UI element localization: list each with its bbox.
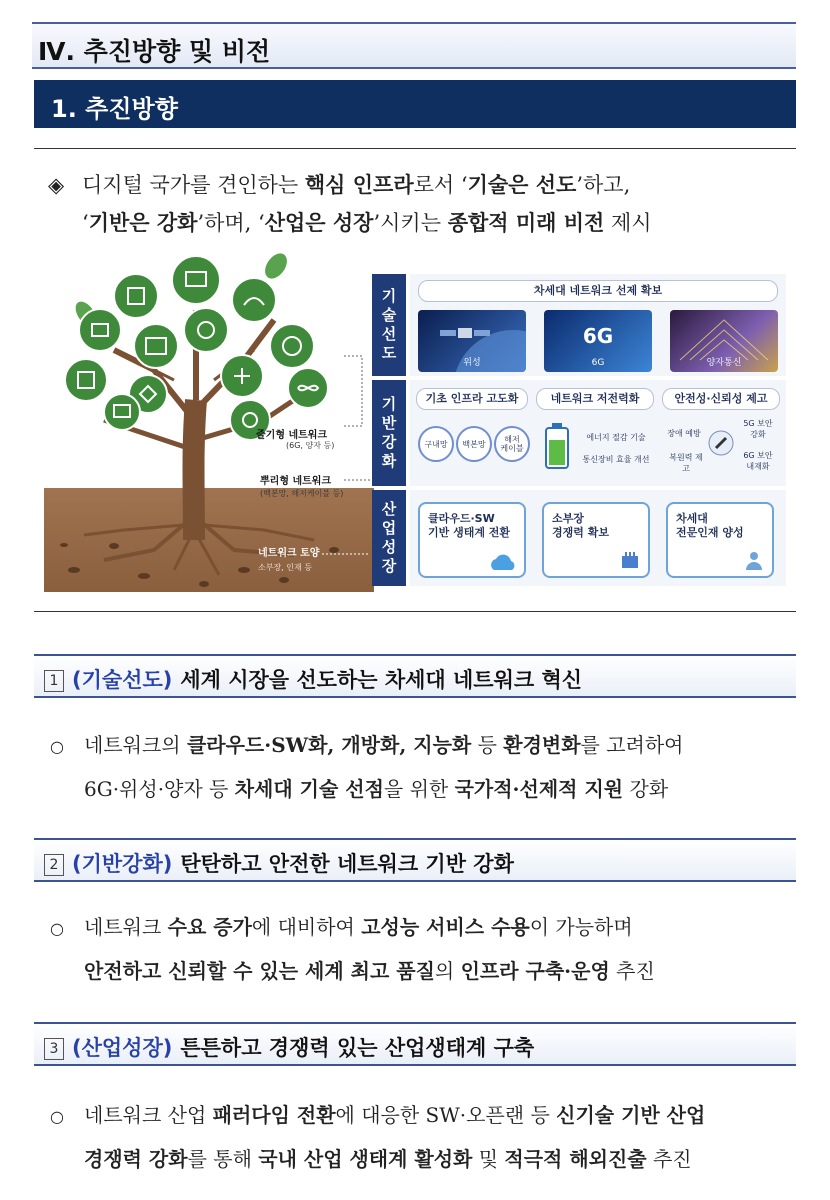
goal-title-2: 탄탄하고 안전한 네트워크 기반 강화 bbox=[180, 852, 514, 876]
goal-number-1: 1 bbox=[44, 670, 64, 692]
tree-icon bbox=[44, 250, 374, 592]
text-run: 추진 bbox=[609, 959, 655, 983]
tile-6g-label: 6G bbox=[591, 358, 605, 368]
goal-2-description bbox=[50, 906, 796, 992]
goal-heading-2 bbox=[34, 838, 796, 882]
divider bbox=[34, 611, 796, 612]
text-run: 에 대비하여 bbox=[251, 915, 362, 939]
industry-card-parts-text: 소부장 경쟁력 확보 bbox=[552, 512, 609, 539]
tile-quantum-label: 양자통신 bbox=[706, 358, 742, 368]
goal-title-1: 세계 시장을 선도하는 차세대 네트워크 혁신 bbox=[180, 668, 583, 692]
goal-tag-3: (산업성장) bbox=[72, 1036, 173, 1060]
base-col1-title: 기초 인프라 고도화 bbox=[416, 388, 528, 410]
industry-card-parts bbox=[542, 502, 650, 578]
row-industry-growth bbox=[372, 490, 786, 586]
text-run: 강화 bbox=[623, 777, 669, 801]
tile-6g bbox=[544, 310, 652, 372]
goal-2-line-2 bbox=[50, 950, 796, 992]
stem-network-label: 줄기형 네트워크 bbox=[256, 430, 328, 441]
circle-bullet-icon: ○ bbox=[50, 1107, 64, 1126]
chapter-title: Ⅳ. 추진방향 및 비전 bbox=[32, 22, 796, 69]
soil-network-label: 네트워크 토양 bbox=[258, 548, 320, 559]
text-run: 6G·위성·양자 등 bbox=[84, 777, 235, 801]
bold-text-run: 안전하고 신뢰할 수 있는 세계 최고 품질 bbox=[84, 959, 435, 983]
bold-text-run: 환경변화 bbox=[503, 733, 581, 757]
row-tech-leadership bbox=[372, 274, 786, 376]
bold-text-run: 핵심 인프라 bbox=[304, 172, 414, 197]
circle-bullet-icon: ○ bbox=[50, 737, 64, 756]
text-run: ‘ bbox=[82, 211, 89, 235]
base-col3-item1: 장애 예방 bbox=[667, 429, 701, 438]
bold-text-run: 적극적 해외진출 bbox=[504, 1147, 647, 1171]
base-col3-item4: 6G 보안 내재화 bbox=[743, 451, 773, 471]
row-label-industry bbox=[372, 490, 406, 586]
vision-line-1 bbox=[48, 166, 788, 204]
goal-tag-1: (기술선도) bbox=[72, 668, 173, 692]
vision-infographic bbox=[44, 250, 786, 592]
goal-number-3: 3 bbox=[44, 1038, 64, 1060]
chip-icon bbox=[618, 550, 642, 572]
row-label-char: 반 bbox=[381, 414, 397, 432]
text-run: 디지털 국가를 견인하는 bbox=[82, 173, 305, 197]
row-label-char: 기 bbox=[381, 287, 397, 305]
tile-quantum bbox=[670, 310, 778, 372]
row-label-char: 강 bbox=[381, 433, 397, 451]
goal-1-description bbox=[50, 724, 796, 810]
bold-text-run: 인프라 구축·운영 bbox=[460, 959, 610, 983]
base-col2-item2: 통신장비 효율 개선 bbox=[582, 455, 650, 464]
text-run: 제시 bbox=[604, 211, 652, 235]
tile-satellite-label: 위성 bbox=[463, 358, 481, 368]
row-body-industry bbox=[410, 490, 786, 586]
text-run: ’시키는 bbox=[373, 211, 448, 235]
base-col1-item2: 백본망 bbox=[456, 426, 492, 462]
cloud-icon bbox=[488, 552, 518, 572]
bold-text-run: 고성능 서비스 수용 bbox=[361, 915, 530, 939]
bold-text-run: 종합적 미래 비전 bbox=[447, 210, 605, 235]
text-run: 네트워크 산업 bbox=[84, 1103, 213, 1127]
vision-line-2 bbox=[48, 204, 788, 242]
text-run: 이 가능하며 bbox=[529, 915, 633, 939]
goal-3-description bbox=[50, 1094, 796, 1180]
industry-card-cloud bbox=[418, 502, 526, 578]
goal-1-line-2 bbox=[50, 768, 796, 810]
row-label-char: 산 bbox=[381, 500, 397, 518]
row-label-char: 기 bbox=[381, 395, 397, 413]
industry-card-cloud-text: 클라우드·SW 기반 생태계 전환 bbox=[428, 512, 511, 539]
text-run: 의 bbox=[434, 959, 461, 983]
bold-text-run: 신기술 기반 산업 bbox=[556, 1103, 706, 1127]
vision-statement bbox=[48, 166, 788, 242]
base-col2-title: 네트워크 저전력화 bbox=[536, 388, 654, 410]
base-col3-title: 안전성·신뢰성 제고 bbox=[662, 388, 780, 410]
bold-text-run: 산업은 성장 bbox=[264, 210, 374, 235]
soil-network-sub: 소부장, 인재 등 bbox=[258, 563, 312, 572]
base-col2-item1: 에너지 절감 기술 bbox=[586, 433, 646, 442]
row-label-char: 도 bbox=[381, 344, 397, 362]
section-title: 1. 추진방향 bbox=[34, 80, 796, 128]
row-body-tech bbox=[410, 274, 786, 376]
circle-bullet-icon: ○ bbox=[50, 919, 64, 938]
base-col3-item2: 복원력 제고 bbox=[669, 453, 703, 473]
goal-2-line-1 bbox=[50, 906, 796, 950]
bold-text-run: 수요 증가 bbox=[167, 915, 252, 939]
row-label-char: 업 bbox=[381, 519, 397, 537]
text-run: 로서 ‘ bbox=[413, 173, 468, 197]
text-run: 를 통해 bbox=[187, 1147, 259, 1171]
goal-heading-1 bbox=[34, 654, 796, 698]
text-run: 을 위한 bbox=[383, 777, 455, 801]
text-run: 네트워크의 bbox=[84, 733, 187, 757]
bold-text-run: 클라우드·SW화, 개방화, 지능화 bbox=[186, 733, 472, 757]
industry-card-talent bbox=[666, 502, 774, 578]
tile-satellite bbox=[418, 310, 526, 372]
row-label-char: 화 bbox=[381, 452, 397, 470]
text-run: 및 bbox=[472, 1147, 505, 1171]
root-network-sub: (백본망, 해저케이블 등) bbox=[260, 489, 344, 498]
text-run: ’하며, ‘ bbox=[197, 211, 265, 235]
row-base-strengthening bbox=[372, 380, 786, 486]
row-label-char: 장 bbox=[381, 557, 397, 575]
goal-title-3: 튼튼하고 경쟁력 있는 산업생태계 구축 bbox=[180, 1036, 535, 1060]
bold-text-run: 패러다임 전환 bbox=[212, 1103, 336, 1127]
row-body-base bbox=[410, 380, 786, 486]
bold-text-run: 국내 산업 생태계 활성화 bbox=[258, 1147, 473, 1171]
row-label-char: 술 bbox=[381, 306, 397, 324]
text-run: 등 bbox=[471, 733, 504, 757]
row-label-tech bbox=[372, 274, 406, 376]
base-col1-item1: 구내망 bbox=[418, 426, 454, 462]
text-run: ’하고, bbox=[576, 173, 631, 197]
goal-3-line-1 bbox=[50, 1094, 796, 1138]
base-col3-item3: 5G 보안 강화 bbox=[743, 419, 773, 439]
tech-header: 차세대 네트워크 선제 확보 bbox=[418, 280, 778, 302]
divider bbox=[34, 148, 796, 149]
diamond-bullet-icon: ◈ bbox=[48, 173, 65, 197]
bold-text-run: 기반은 강화 bbox=[88, 210, 198, 235]
bold-text-run: 차세대 기술 선점 bbox=[234, 777, 384, 801]
base-col1-item3: 해저 케이블 bbox=[494, 426, 530, 462]
text-run: 를 고려하여 bbox=[580, 733, 684, 757]
bold-text-run: 경쟁력 강화 bbox=[84, 1147, 188, 1171]
root-network-label: 뿌리형 네트워크 bbox=[260, 476, 332, 487]
row-label-char: 선 bbox=[381, 325, 397, 343]
industry-card-talent-text: 차세대 전문인재 양성 bbox=[676, 512, 744, 539]
chain-link-icon bbox=[708, 430, 734, 456]
goal-tag-2: (기반강화) bbox=[72, 852, 173, 876]
row-label-char: 성 bbox=[381, 538, 397, 556]
network-tree-illustration bbox=[44, 250, 374, 592]
goal-3-line-2 bbox=[50, 1138, 796, 1180]
goal-heading-3 bbox=[34, 1022, 796, 1066]
bold-text-run: 기술은 선도 bbox=[467, 172, 577, 197]
person-icon bbox=[742, 550, 766, 572]
bold-text-run: 국가적·선제적 지원 bbox=[454, 777, 624, 801]
stem-network-sub: (6G, 양자 등) bbox=[286, 441, 335, 450]
battery-icon bbox=[542, 422, 572, 472]
goal-1-line-1 bbox=[50, 724, 796, 768]
text-run: 네트워크 bbox=[84, 915, 168, 939]
row-label-base bbox=[372, 380, 406, 486]
text-run: 에 대응한 SW·오픈랜 등 bbox=[335, 1103, 557, 1127]
goal-number-2: 2 bbox=[44, 854, 64, 876]
tile-6g-mark: 6G bbox=[582, 324, 614, 348]
text-run: 추진 bbox=[646, 1147, 692, 1171]
